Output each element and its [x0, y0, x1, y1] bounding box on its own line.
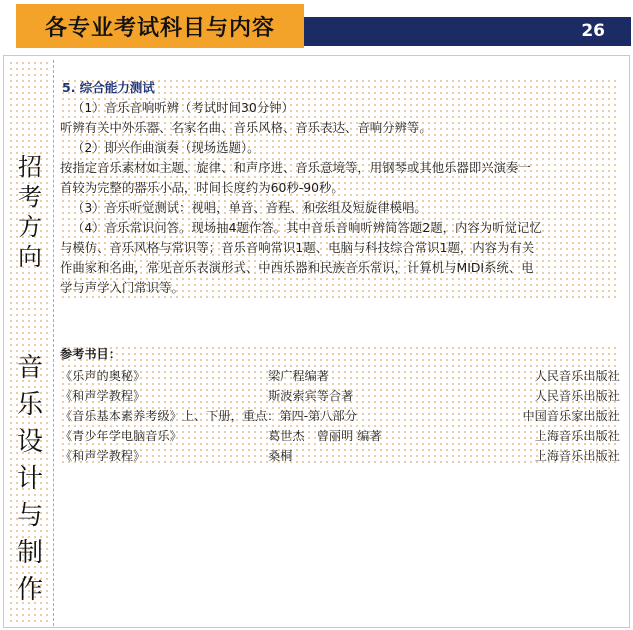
- reference-publisher: 上海音乐出版社: [534, 448, 620, 463]
- reference-publisher: 人民音乐出版社: [534, 388, 620, 403]
- title-banner: [16, 4, 304, 48]
- section-line: （1）音乐音响听辨（考试时间30分钟）: [72, 100, 294, 115]
- reference-author: 葛世杰 曾丽明 编著: [268, 428, 382, 443]
- reference-row: [60, 447, 620, 467]
- category-char: 考: [18, 183, 42, 211]
- section-line: 听辨有关中外乐器、名家名曲、音乐风格、音乐表达、音响分辨等。: [60, 120, 432, 135]
- reference-publisher: 人民音乐出版社: [534, 368, 620, 383]
- section-line: 与模仿、音乐风格与常识等；音乐音响常识1题、电脑与科技综合常识1题，内容为有关: [60, 240, 535, 255]
- section-line: （3）音乐听觉测试：视唱，单音、音程、和弦组及短旋律模唱。: [72, 200, 427, 215]
- reference-row: [60, 387, 620, 407]
- page-number: 26: [581, 21, 605, 41]
- major-label: [8, 350, 52, 609]
- reference-heading: 参考书目：: [60, 347, 121, 361]
- category-label: [8, 152, 52, 272]
- section-heading: 5. 综合能力测试: [62, 80, 155, 95]
- sidebar-divider: [53, 60, 54, 626]
- major-char: 与: [16, 501, 43, 531]
- reference-title: 《和声学教程》: [60, 388, 146, 403]
- major-char: 乐: [16, 390, 43, 420]
- page-title: 各专业考试科目与内容: [44, 15, 275, 41]
- reference-title: 《青少年学电脑音乐》: [60, 428, 182, 443]
- reference-author: 桑桐: [268, 448, 293, 463]
- reference-row: [60, 367, 620, 387]
- section-line: 作曲家和名曲，常见音乐表演形式、中西乐器和民族音乐常识，计算机与MIDI系统、电: [60, 260, 534, 275]
- reference-author: 斯波索宾等合著: [268, 388, 354, 403]
- reference-title: 《音乐基本素养考级》上、下册，重点：第四-第八部分: [60, 408, 357, 423]
- category-char: 招: [18, 153, 42, 181]
- section-line: （2）即兴作曲演奏（现场选题）。: [72, 140, 260, 155]
- major-char: 计: [16, 464, 43, 494]
- major-char: 制: [16, 538, 43, 568]
- reference-publisher: 中国音乐家出版社: [522, 408, 620, 423]
- exam-section: [60, 78, 620, 298]
- major-char: 作: [16, 575, 43, 605]
- reference-title: 《和声学教程》: [60, 448, 146, 463]
- major-char: 音: [16, 353, 43, 383]
- section-line: 首较为完整的器乐小品，时间长度约为60秒-90秒。: [60, 180, 344, 195]
- reference-list: [60, 345, 620, 467]
- major-char: 设: [16, 427, 43, 457]
- reference-row: [60, 427, 620, 447]
- sidebar: [8, 60, 52, 626]
- section-line: 按指定音乐素材如主题、旋律、和声序进、音乐意境等，用钢琴或其他乐器即兴演奏一: [60, 160, 531, 175]
- category-char: 方: [18, 213, 42, 241]
- section-line: 学与声学入门常识等。: [60, 280, 184, 295]
- reference-row: [60, 407, 620, 427]
- section-line: （4）音乐常识问答。现场抽4题作答。其中音乐音响听辨简答题2题，内容为听觉记忆: [72, 220, 542, 235]
- reference-title: 《乐声的奥秘》: [60, 368, 146, 383]
- reference-publisher: 上海音乐出版社: [534, 428, 620, 443]
- category-char: 向: [18, 243, 42, 271]
- reference-author: 梁广程编著: [268, 368, 329, 383]
